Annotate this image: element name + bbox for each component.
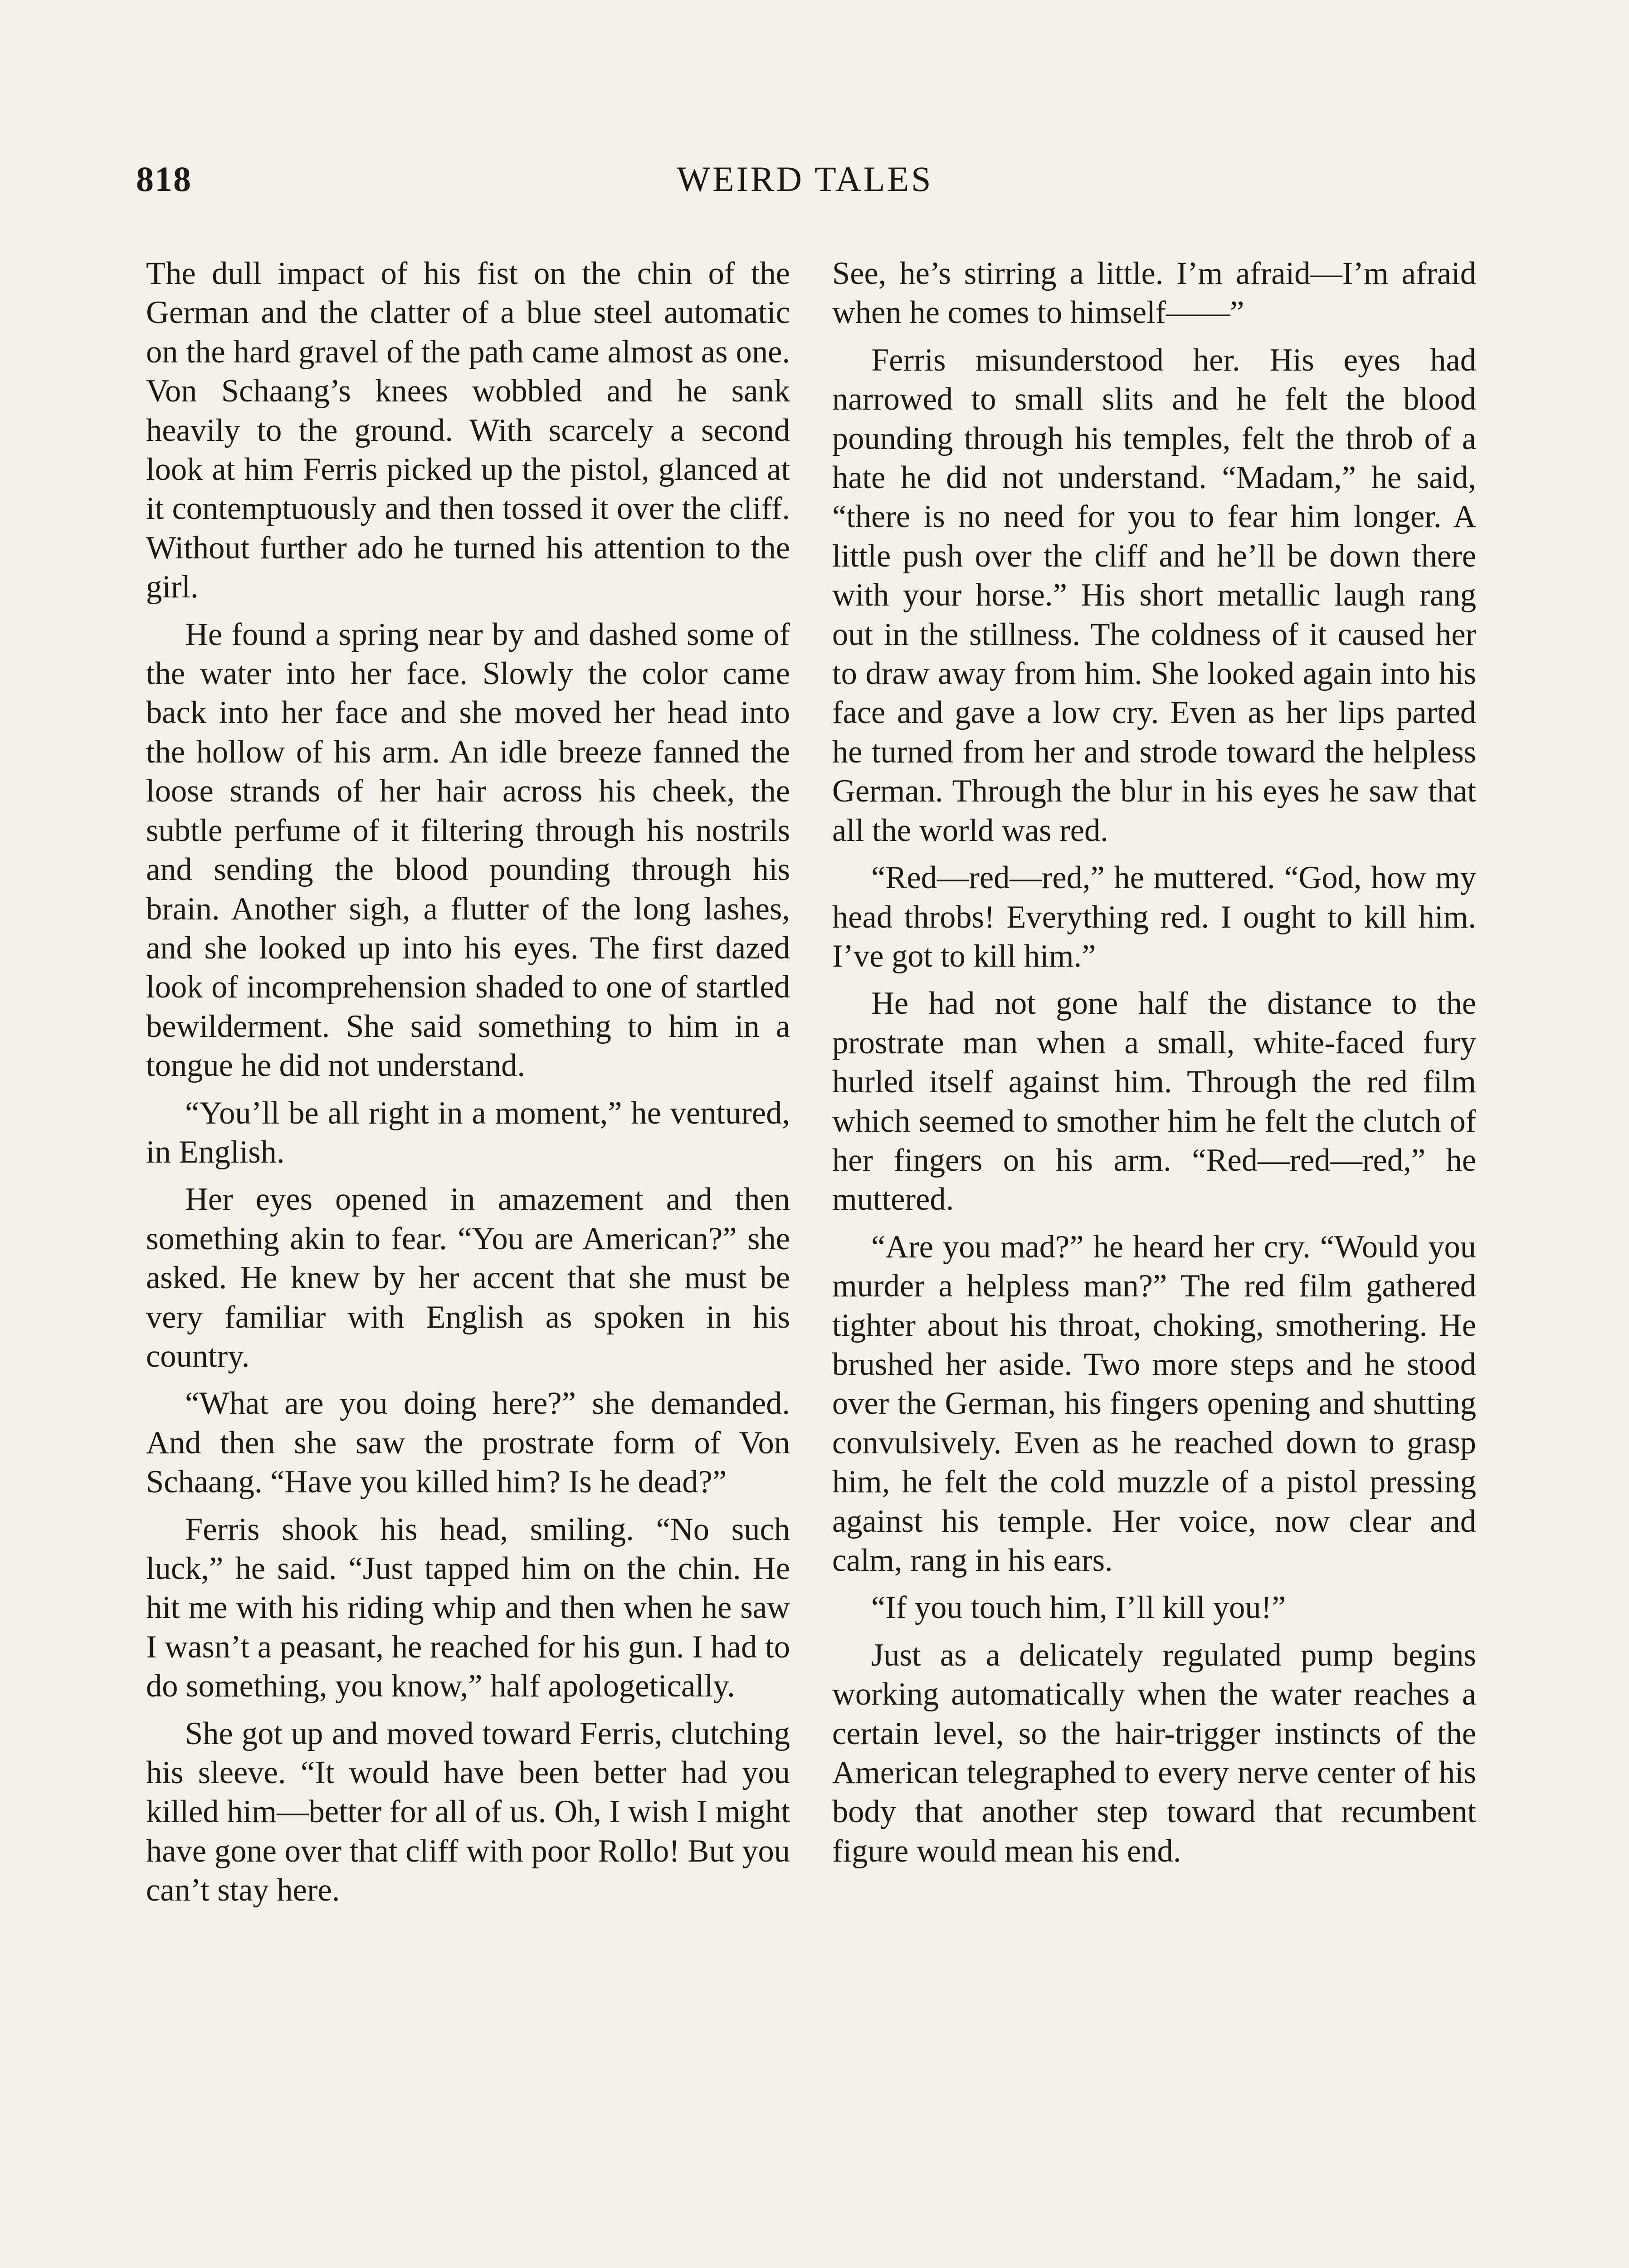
running-title: WEIRD TALES — [677, 159, 933, 199]
paragraph: Ferris misunderstood her. His eyes had narrowed to small slits and he felt the blood pounding through his temples, felt the throb of a hate he did not understand. “Madam,” he said, “there is no need for you to fear him longer. A little push over the cliff and he’ll be down there with your horse.” His short metallic laugh rang out in the stillness. The coldness of it caused her to draw away from him. She looked again into his face and gave a low cry. Even as her lips parted he turned from her and strode toward the helpless German. Through the blur in his eyes he saw that all the world was red. — [832, 342, 1476, 848]
paragraph: She got up and moved toward Ferris, clutching his sleeve. “It would have been better had you killed him—better for all of us. Oh, I wish I might have gone over that cliff with poor Rollo! But you can’t stay here. — [146, 1716, 790, 1908]
paragraph: “Are you mad?” he heard her cry. “Would you murder a helpless man?” The red film gathered tighter about his throat, choking, smothering. He brushed her aside. Two more steps and he stood over the German, his fingers opening and shutting convulsively. Even as he reached down to grasp him, he felt the cold muzzle of a pistol pressing against his temple. Her voice, now clear and calm, rang in his ears. — [832, 1229, 1476, 1578]
left-column — [146, 254, 790, 1918]
paragraph: Ferris shook his head, smiling. “No such luck,” he said. “Just tapped him on the chin. He hit me with his riding whip and then when he saw I wasn’t a peasant, he reached for his gun. I had to do something, you know,” half apologetically. — [146, 1511, 790, 1704]
paragraph: “If you touch him, I’ll kill you!” — [871, 1590, 1286, 1626]
paragraph: “You’ll be all right in a moment,” he ventured, in English. — [146, 1095, 790, 1170]
paragraph: The dull impact of his fist on the chin of the German and the clatter of a blue steel automatic on the hard gravel of the path came almost as one. Von Schaang’s knees wobbled and he sank heavily to the ground. With scarcely a second look at him Ferris picked up the pistol, glanced at it contemptuously and then tossed it over the cliff. Without further ado he turned his attention to the girl. — [146, 256, 790, 605]
paragraph: “Red—red—red,” he muttered. “God, how my head throbs! Everything red. I ought to kill him. I’ve got to kill him.” — [832, 860, 1476, 974]
paragraph: He had not gone half the distance to the prostrate man when a small, white-faced fury hurled itself against him. Through the red film which seemed to smother him he felt the clutch of her fingers on his arm. “Red—red—red,” he muttered. — [832, 986, 1476, 1217]
page-number: 818 — [136, 159, 192, 199]
right-column — [832, 254, 1476, 1879]
paragraph: Her eyes opened in amazement and then something akin to fear. “You are American?” she asked. He knew by her accent that she must be very familiar with English as spoken in his country. — [146, 1182, 790, 1374]
paragraph: See, he’s stirring a little. I’m afraid—I’m afraid when he comes to himself——” — [832, 256, 1476, 331]
page-header — [136, 159, 1474, 209]
paragraph: Just as a delicately regulated pump begins working automatically when the water reaches a certain level, so the hair-trigger instincts of the American telegraphed to every nerve center of his body that another step toward that recumbent figure would mean his end. — [832, 1637, 1476, 1869]
paragraph: He found a spring near by and dashed some of the water into her face. Slowly the color came back into her face and she moved her head into the hollow of his arm. An idle breeze fanned the loose strands of her hair across his cheek, the subtle perfume of it filtering through his nostrils and sending the blood pounding through his brain. Another sigh, a flutter of the long lashes, and she looked up into his eyes. The first dazed look of incomprehension shaded to one of startled bewilderment. She said something to him in a tongue he did not understand. — [146, 616, 790, 1084]
paragraph: “What are you doing here?” she demanded. And then she saw the prostrate form of Von Schaang. “Have you killed him? Is he dead?” — [146, 1386, 790, 1500]
